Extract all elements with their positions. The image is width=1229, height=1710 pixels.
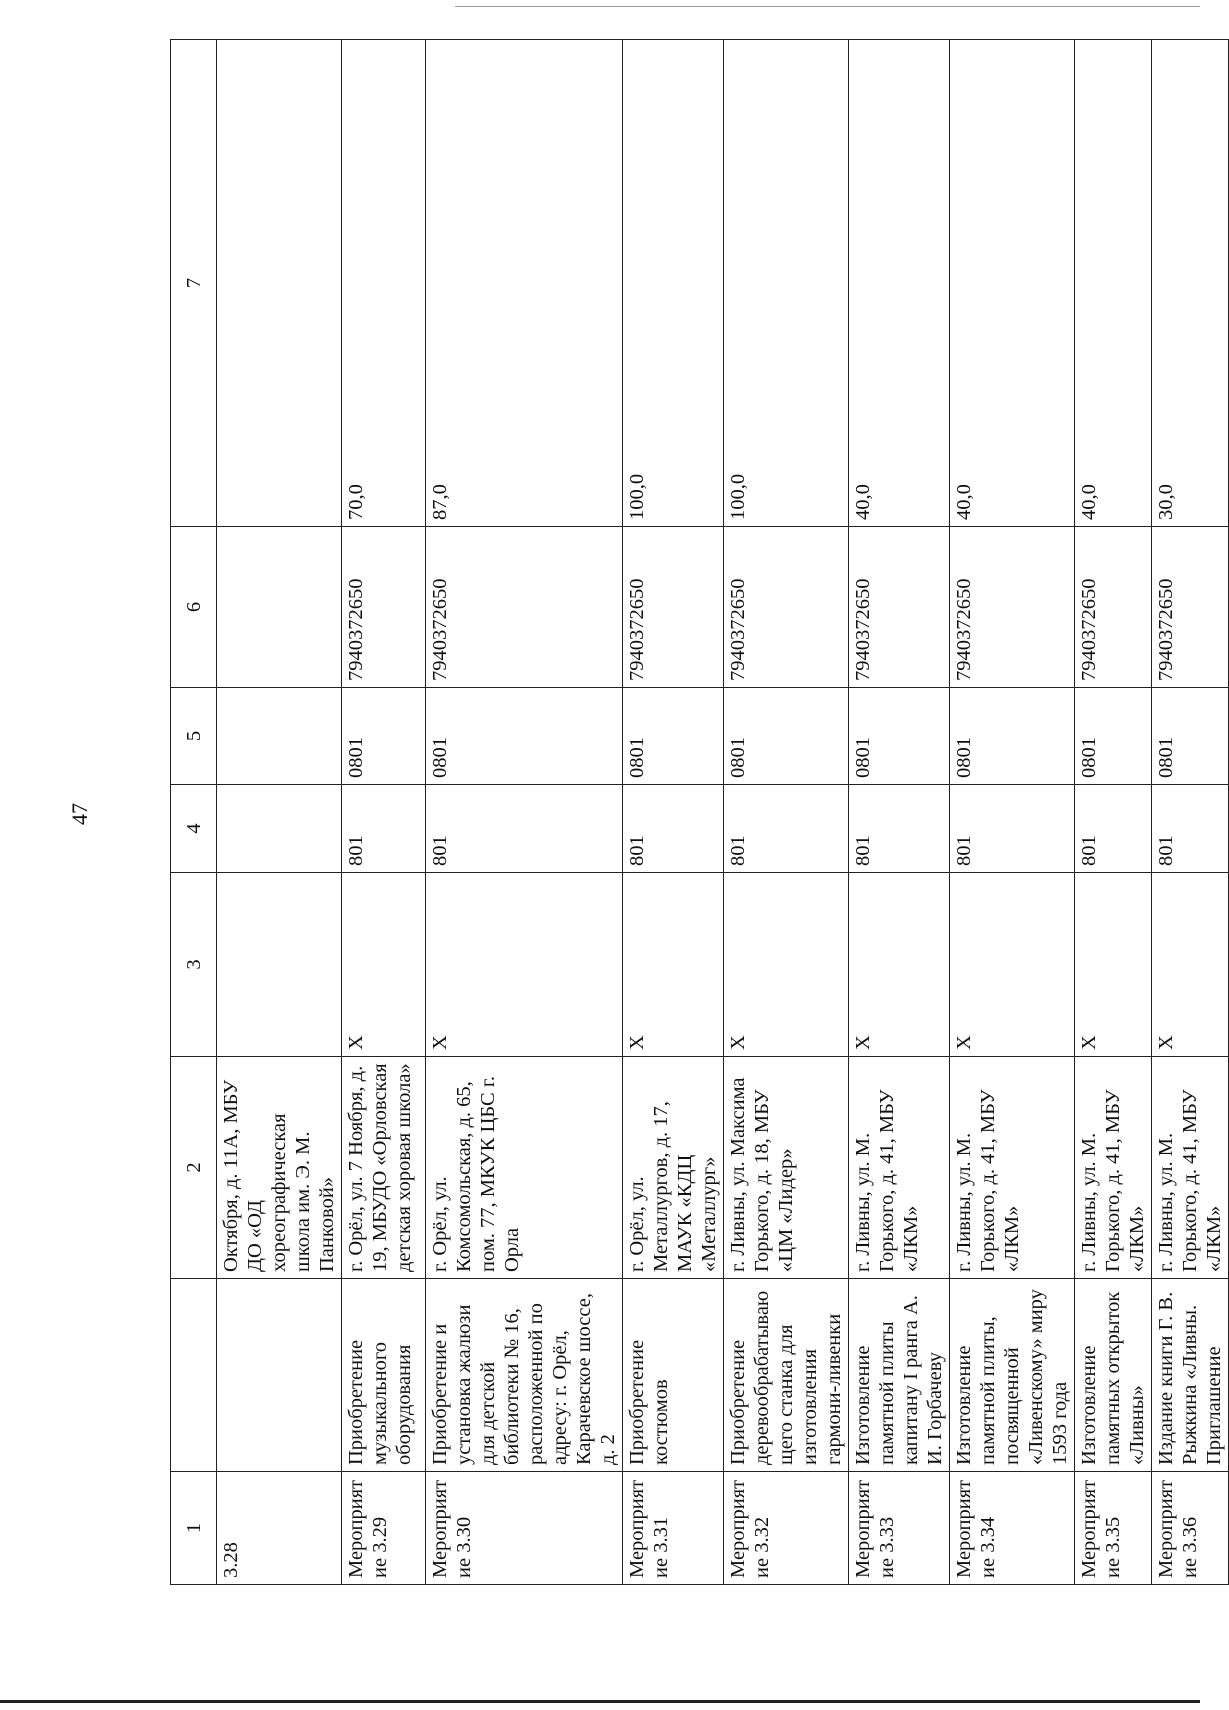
table-cell: 0801 — [1152, 688, 1229, 785]
table-cell: 0801 — [426, 688, 623, 785]
table-cell: Мероприятие 3.32 — [724, 1472, 849, 1585]
table-cell — [217, 1279, 342, 1472]
table-cell: Изготовление памятной плиты капитану I ранга А. И. Горбачеву — [849, 1279, 950, 1472]
table-cell: 7940372650 — [623, 527, 724, 688]
table-cell: X — [950, 873, 1075, 1057]
table-cell: Приобретение деревообрабатывающего станка для изготовления гармони-ливенки — [724, 1279, 849, 1472]
table-cell: 0801 — [849, 688, 950, 785]
table-cell: 0801 — [342, 688, 426, 785]
table-row — [342, 40, 426, 1585]
table-cell: Мероприятие 3.36 — [1152, 1472, 1229, 1585]
document-table-wrapper — [170, 40, 1225, 1585]
table-cell: 0801 — [724, 688, 849, 785]
table-row — [724, 40, 849, 1585]
table-cell: 87,0 — [426, 40, 623, 527]
table-cell: 70,0 — [342, 40, 426, 527]
table-cell: 801 — [426, 785, 623, 873]
table-cell: 3.28 — [217, 1472, 342, 1585]
table-cell: Мероприятие 3.33 — [849, 1472, 950, 1585]
table-cell: X — [426, 873, 623, 1057]
table-cell: 100,0 — [724, 40, 849, 527]
table-cell — [217, 40, 342, 527]
table-cell: X — [1152, 873, 1229, 1057]
table-cell: Мероприятие 3.35 — [1075, 1472, 1152, 1585]
table-cell: 0801 — [1075, 688, 1152, 785]
table-cell: г. Орёл, ул. Металлургов, д. 17, МАУК «КДЦ «Металлург» — [623, 1057, 724, 1279]
table-cell: 30,0 — [1152, 40, 1229, 527]
table-row — [217, 40, 342, 1585]
table-cell — [217, 688, 342, 785]
header-cell — [171, 1279, 217, 1472]
page-number: 47 — [67, 803, 92, 825]
table-cell: X — [342, 873, 426, 1057]
top-edge-line — [455, 6, 1200, 7]
table-cell: 100,0 — [623, 40, 724, 527]
table-cell: г. Ливны, ул. М. Горького, д. 41, МБУ «ЛКМ» — [950, 1057, 1075, 1279]
table-cell: 801 — [724, 785, 849, 873]
table-cell: 7940372650 — [1152, 527, 1229, 688]
table-cell: г. Ливны, ул. Максима Горького, д. 18, МБУ «ЦМ «Лидер» — [724, 1057, 849, 1279]
table-cell: 7940372650 — [426, 527, 623, 688]
table-cell: 801 — [623, 785, 724, 873]
table-cell: Приобретение музыкального оборудования — [342, 1279, 426, 1472]
table-cell: Изготовление памятной плиты, посвященной «Ливенскому» миру 1593 года — [950, 1279, 1075, 1472]
table-row — [849, 40, 950, 1585]
header-cell: 5 — [171, 688, 217, 785]
table-cell — [217, 785, 342, 873]
table-cell: Издание книги Г. В. Рыжкина «Ливны. Приглашение — [1152, 1279, 1229, 1472]
table-row — [623, 40, 724, 1585]
table-cell: г. Ливны, ул. М. Горького, д. 41, МБУ «ЛКМ» — [1075, 1057, 1152, 1279]
header-cell: 7 — [171, 40, 217, 527]
table-cell: г. Орёл, ул. Комсомольская, д. 65, пом. 77, МКУК ЦБС г. Орла — [426, 1057, 623, 1279]
table-cell: Мероприятие 3.31 — [623, 1472, 724, 1585]
table-cell: 801 — [849, 785, 950, 873]
table-cell: Изготовление памятных открыток «Ливны» — [1075, 1279, 1152, 1472]
table-cell: X — [623, 873, 724, 1057]
table-row — [1075, 40, 1152, 1585]
header-cell: 6 — [171, 527, 217, 688]
table-cell: 7940372650 — [724, 527, 849, 688]
table-cell — [217, 527, 342, 688]
table-cell: Приобретение костюмов — [623, 1279, 724, 1472]
table-cell: г. Ливны, ул. М. Горького, д. 41, МБУ «ЛКМ» — [849, 1057, 950, 1279]
table-cell: 801 — [342, 785, 426, 873]
table-cell: 7940372650 — [1075, 527, 1152, 688]
table-cell: Октября, д. 11А, МБУ ДО «ОД хореографическая школа им. Э. М. Панковой» — [217, 1057, 342, 1279]
table-cell: г. Орёл, ул. 7 Ноября, д. 19, МБУДО «Орловская детская хоровая школа» — [342, 1057, 426, 1279]
table-cell: Приобретение и установка жалюзи для детской библиотеки № 16, расположенной по адресу: г. Орёл, Карачевское шоссе, д. 2 — [426, 1279, 623, 1472]
table-cell — [217, 873, 342, 1057]
header-cell: 2 — [171, 1057, 217, 1279]
table-cell: 801 — [1075, 785, 1152, 873]
table-body — [171, 40, 1229, 1585]
table-cell: 40,0 — [950, 40, 1075, 527]
table-cell: 801 — [1152, 785, 1229, 873]
table-cell: Мероприятие 3.29 — [342, 1472, 426, 1585]
table-cell: 801 — [950, 785, 1075, 873]
table-row — [426, 40, 623, 1585]
table-cell: 7940372650 — [849, 527, 950, 688]
table-cell: Мероприятие 3.34 — [950, 1472, 1075, 1585]
table-header-row — [171, 40, 217, 1585]
table-cell: 7940372650 — [342, 527, 426, 688]
table-cell: 40,0 — [1075, 40, 1152, 527]
table-cell: Мероприятие 3.30 — [426, 1472, 623, 1585]
table-row — [950, 40, 1075, 1585]
budget-measures-table — [170, 39, 1229, 1585]
table-cell: X — [849, 873, 950, 1057]
table-cell: X — [724, 873, 849, 1057]
table-cell: 0801 — [623, 688, 724, 785]
header-cell: 1 — [171, 1472, 217, 1585]
table-cell: 40,0 — [849, 40, 950, 527]
table-cell: X — [1075, 873, 1152, 1057]
header-cell: 4 — [171, 785, 217, 873]
header-cell: 3 — [171, 873, 217, 1057]
table-cell: г. Ливны, ул. М. Горького, д. 41, МБУ «ЛКМ» — [1152, 1057, 1229, 1279]
table-row — [1152, 40, 1229, 1585]
bottom-edge-line — [0, 1700, 1200, 1703]
table-cell: 7940372650 — [950, 527, 1075, 688]
table-cell: 0801 — [950, 688, 1075, 785]
